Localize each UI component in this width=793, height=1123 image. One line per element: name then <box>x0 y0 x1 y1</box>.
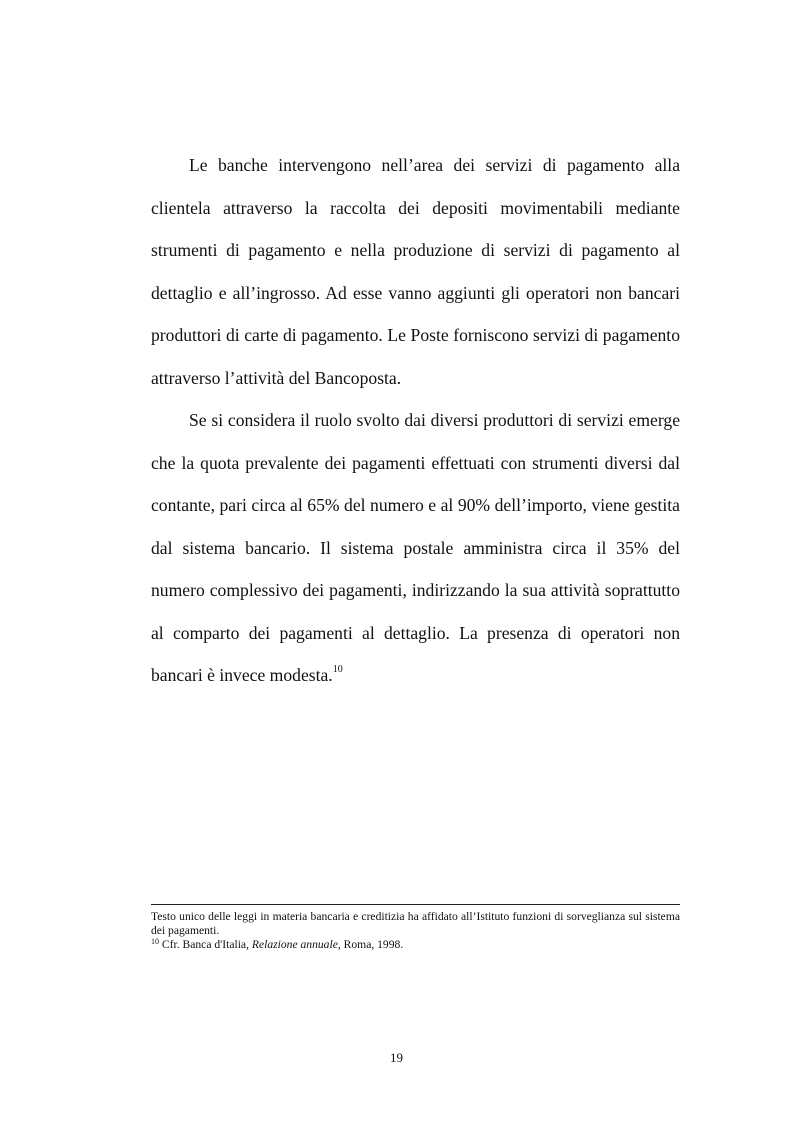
paragraph-1-text: Le banche intervengono nell’area dei servizi di pagamento alla clientela attraverso la raccolta dei depositi movimentabili mediante strumenti di pagamento e nella produzione di servizi di pagamento al dettaglio e all’ingrosso. Ad esse vanno aggiunti gli operatori non bancari produttori di carte di pagamento. Le Poste forniscono servizi di pagamento attraverso l’attività del Bancoposta. <box>151 155 680 388</box>
paragraph-1 <box>151 144 680 399</box>
paragraph-2-text: Se si considera il ruolo svolto dai diversi produttori di servizi emerge che la quota prevalente dei pagamenti effettuati con strumenti diversi dal contante, pari circa al 65% del numero e al 90% dell’importo, viene gestita dal sistema bancario. Il sistema postale amministra circa il 35% del numero complessivo dei pagamenti, indirizzando la sua attività soprattutto al comparto dei pagamenti al dettaglio. La presenza di operatori non bancari è invece modesta. <box>151 410 680 685</box>
page-number: 19 <box>390 1050 403 1065</box>
footnote-10-number: 10 <box>151 937 159 946</box>
footnote-10-prefix: Cfr. Banca d'Italia, <box>159 938 252 951</box>
footnote-10-title: Relazione annuale <box>251 938 338 951</box>
paragraph-2 <box>151 399 680 697</box>
footnote-10-suffix: , Roma, 1998. <box>337 938 404 951</box>
footnote-10 <box>151 938 680 952</box>
footnotes <box>151 910 680 952</box>
footnote-continuation <box>151 910 680 938</box>
body-text <box>151 144 680 697</box>
footnote-continuation-text: Testo unico delle leggi in materia bancaria e creditizia ha affidato all’Istituto funzioni di sorveglianza sul sistema dei pagamenti. <box>151 910 680 937</box>
footnote-reference-10[interactable]: 10 <box>332 664 343 675</box>
footnote-separator <box>151 904 680 905</box>
